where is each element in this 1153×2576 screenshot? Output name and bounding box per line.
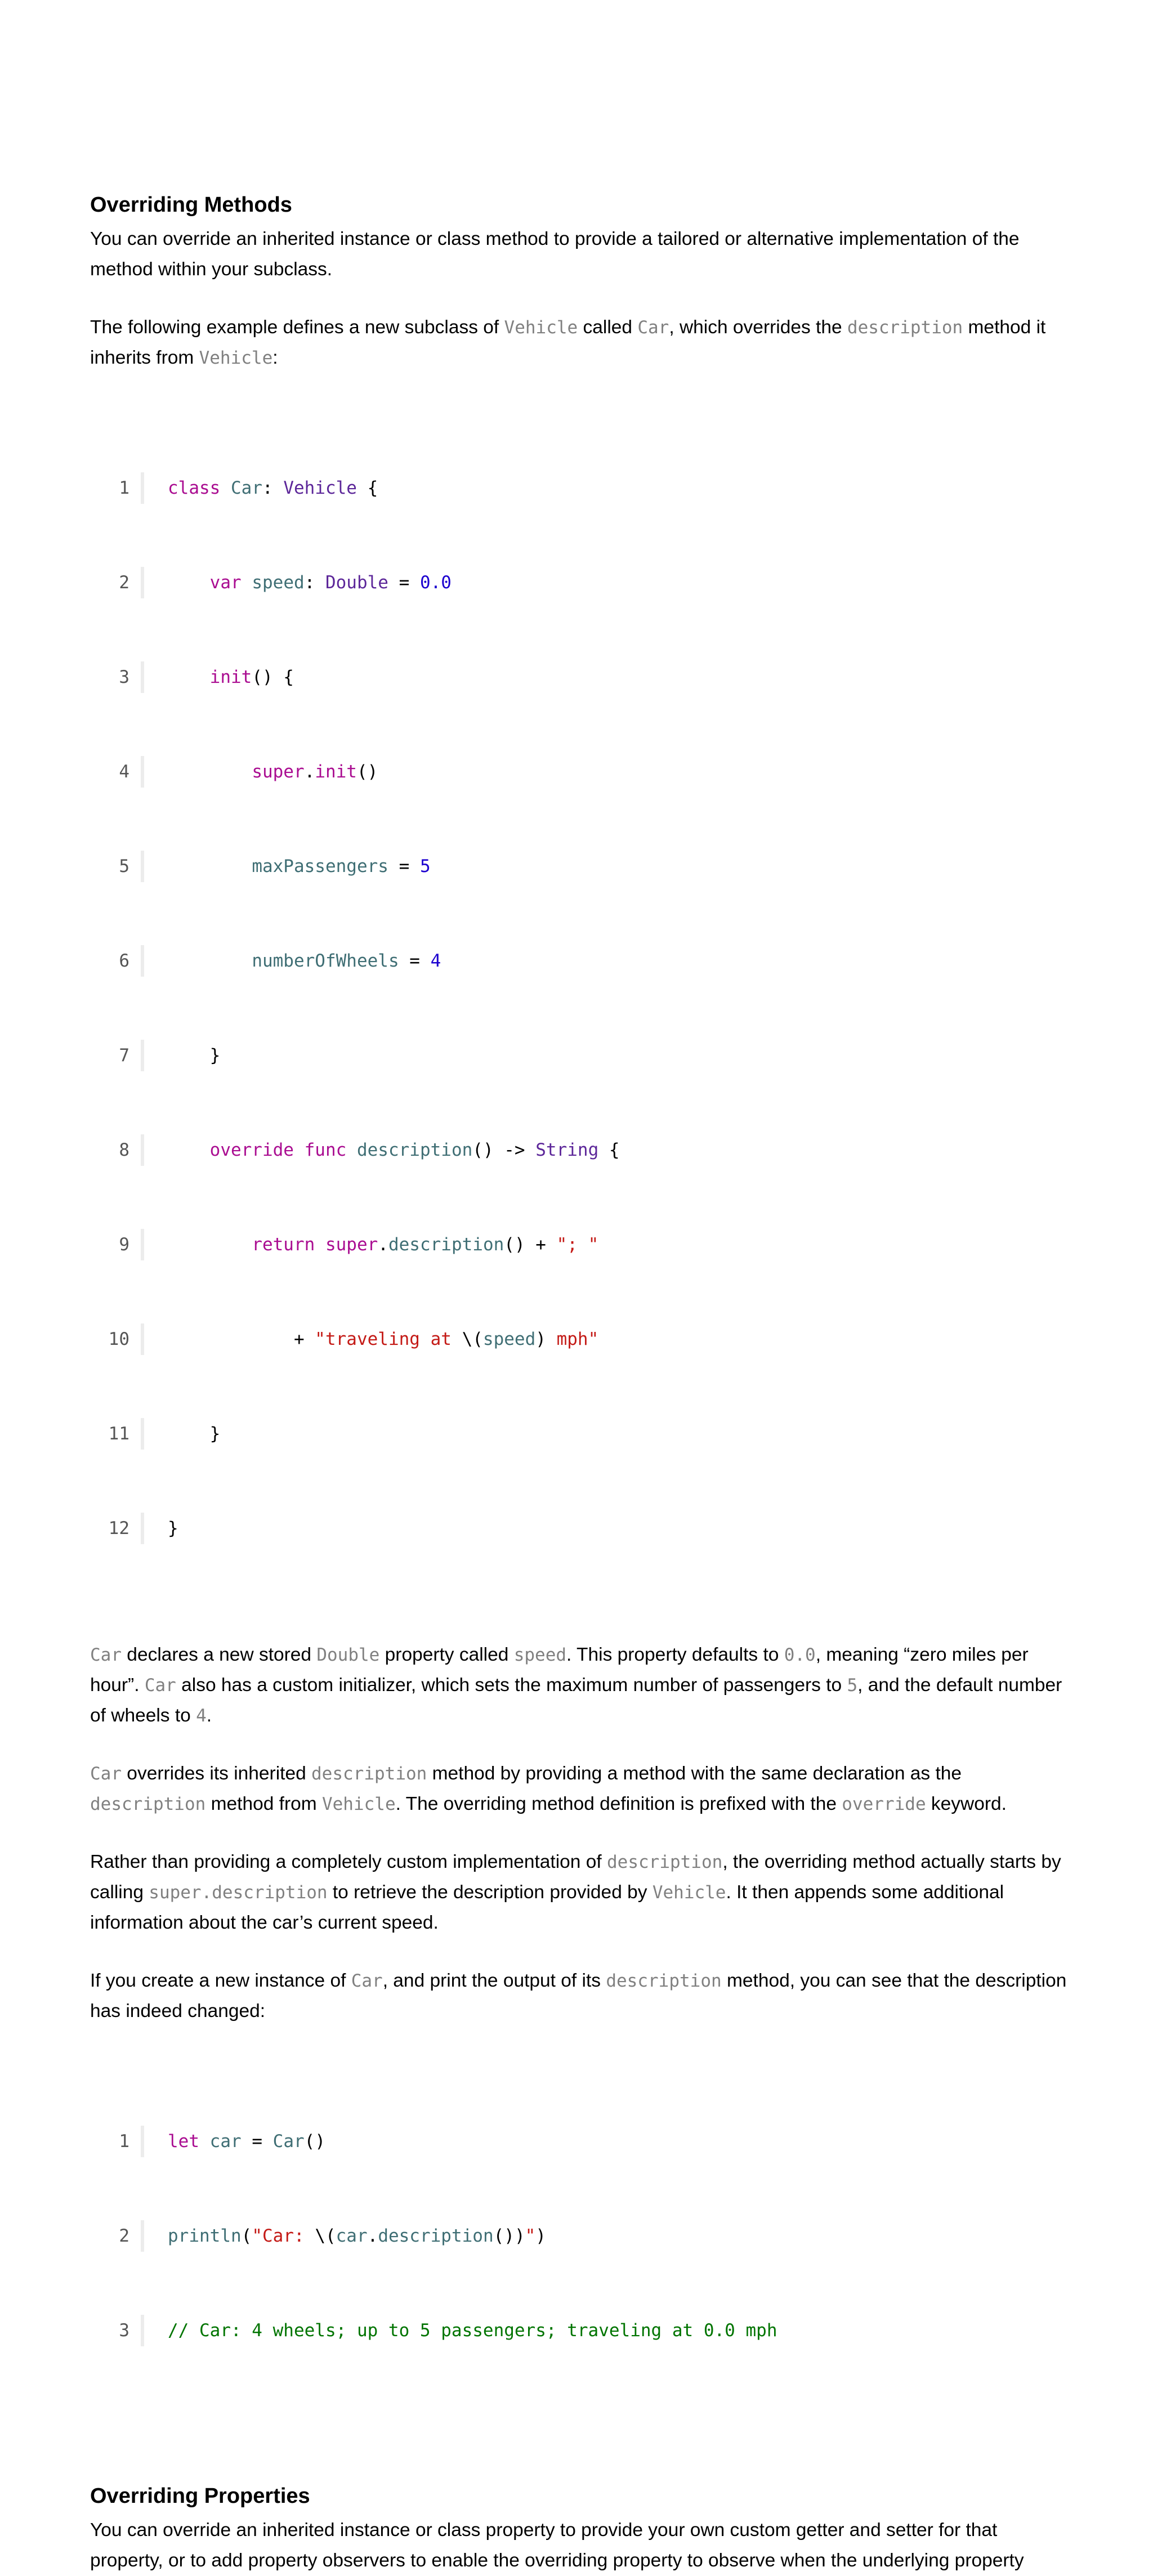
code-block-car-class: [98, 409, 1070, 1607]
code-token: "; ": [556, 1235, 599, 1255]
code-line: [98, 851, 1070, 882]
code-token: [242, 567, 252, 598]
code-gutter: [141, 567, 144, 598]
line-number: 8: [119, 1140, 129, 1160]
code-token: }: [168, 1518, 178, 1539]
code-token: return: [252, 1235, 315, 1255]
code-token: ): [535, 1329, 546, 1349]
code-token: init: [315, 762, 357, 782]
code-line: [98, 2220, 1070, 2252]
code-token: speed: [252, 573, 305, 593]
inline-code: Car: [90, 1764, 122, 1784]
code-gutter: [141, 1134, 144, 1166]
inline-code: Vehicle: [504, 317, 578, 338]
content-column: [90, 189, 1070, 2576]
code-line: [98, 945, 1070, 977]
text-run: .: [206, 1705, 212, 1726]
paragraph-car-overrides: [90, 1759, 1070, 1819]
code-gutter: [141, 1229, 144, 1260]
code-gutter: [141, 472, 144, 504]
code-line: [98, 2315, 1070, 2346]
line-number: 4: [119, 762, 129, 782]
inline-code: super.description: [149, 1882, 328, 1903]
code-token: .: [304, 762, 315, 782]
inline-code: description: [847, 317, 963, 338]
code-token: () ->: [472, 1140, 536, 1160]
line-number: 12: [108, 1518, 129, 1539]
code-line: [98, 567, 1070, 598]
code-gutter: [141, 851, 144, 882]
code-line: [98, 1513, 1070, 1544]
code-token: car: [209, 2131, 242, 2152]
text-run: declares a new stored: [122, 1644, 317, 1665]
code-line: [98, 1323, 1070, 1355]
code-comment: // Car: 4 wheels; up to 5 passengers; traveling at 0.0 mph: [168, 2320, 777, 2341]
code-token: println: [168, 2226, 242, 2246]
text-run: , the overriding method actually starts by calling: [90, 1852, 1061, 1903]
code-token: Vehicle: [283, 478, 357, 498]
code-token: }: [168, 1045, 221, 1066]
text-run: The following example defines a new subclass of: [90, 317, 504, 338]
code-token: :: [304, 573, 325, 593]
code-token: ): [535, 2226, 546, 2246]
code-line: [98, 1229, 1070, 1260]
inline-code: Car: [637, 317, 669, 338]
code-token: super: [325, 1235, 378, 1255]
text-run: . This property defaults to: [566, 1644, 784, 1665]
code-gutter: [141, 1513, 144, 1544]
code-token: [168, 756, 252, 788]
text-run: method, you can see that the description has indeed changed:: [90, 1970, 1067, 2022]
text-run: called: [578, 317, 638, 338]
code-gutter: [141, 1418, 144, 1450]
inline-code: override: [842, 1794, 926, 1814]
code-token: \(: [462, 1329, 483, 1349]
code-token: [168, 567, 210, 598]
paragraph-new-instance: [90, 1966, 1070, 2027]
inline-code: Car: [144, 1675, 176, 1696]
inline-code: description: [606, 1971, 722, 1991]
line-number: 10: [108, 1329, 129, 1349]
text-run: :: [272, 347, 278, 368]
code-token: description: [356, 1140, 473, 1160]
code-token: ": [525, 2226, 536, 2246]
text-run: overrides its inherited: [122, 1763, 312, 1784]
paragraph-properties-intro: You can override an inherited instance or class property to provide your own custom getter and setter for that property, or to add property observers to enable the overriding property to observe when the underlying property: [90, 2520, 1024, 2571]
inline-code: description: [607, 1852, 723, 1872]
paragraph-rather-than: [90, 1847, 1070, 1938]
code-line: [98, 1418, 1070, 1450]
code-token: Car: [231, 478, 262, 498]
paragraph-car-declares: [90, 1640, 1070, 1731]
code-gutter: [141, 945, 144, 977]
text-run: , which overrides the: [669, 317, 847, 338]
code-token: description: [388, 1235, 504, 1255]
code-line: [98, 472, 1070, 504]
code-token: [168, 1229, 252, 1260]
inline-code: description: [90, 1794, 206, 1814]
text-run: method it inherits from: [90, 317, 1046, 368]
code-token: =: [388, 573, 420, 593]
line-number: 2: [119, 573, 129, 593]
inline-code: Vehicle: [652, 1882, 726, 1903]
text-run: . It then appends some additional information about the car’s current speed.: [90, 1882, 1004, 1933]
line-number: 2: [119, 2226, 129, 2246]
code-token: init: [209, 667, 252, 687]
code-token: :: [262, 478, 284, 498]
inline-code: Vehicle: [321, 1794, 396, 1814]
code-token: [168, 661, 210, 693]
code-token: {: [356, 478, 378, 498]
line-number: 3: [119, 2320, 129, 2341]
text-run: also has a custom initializer, which sets the maximum number of passengers to: [176, 1675, 847, 1696]
code-token: description: [378, 2226, 494, 2246]
paragraph-example-intro: [90, 312, 1070, 373]
code-token: [346, 1134, 357, 1166]
text-run: , and print the output of its: [382, 1970, 606, 1991]
line-number: 3: [119, 667, 129, 687]
code-token: (): [304, 2131, 325, 2152]
code-gutter: [141, 1323, 144, 1355]
code-token: \(: [315, 2226, 336, 2246]
code-gutter: [141, 2126, 144, 2157]
text-run: . The overriding method definition is prefixed with the: [395, 1794, 842, 1814]
code-token: car: [336, 2226, 368, 2246]
code-token: (: [241, 2226, 252, 2246]
text-run: If you create a new instance of: [90, 1970, 351, 1991]
text-run: Rather than providing a completely custom implementation of: [90, 1852, 607, 1872]
code-token: mph": [546, 1329, 599, 1349]
code-gutter: [141, 1040, 144, 1071]
code-block-car-usage: [98, 2063, 1070, 2409]
code-line: [98, 661, 1070, 693]
code-token: =: [241, 2131, 273, 2152]
code-gutter: [141, 2220, 144, 2252]
code-token: class: [168, 478, 221, 498]
text-run: to retrieve the description provided by: [327, 1882, 653, 1903]
line-number: 5: [119, 856, 129, 876]
text-run: , and the default number of wheels to: [90, 1675, 1062, 1726]
inline-code: speed: [513, 1645, 567, 1665]
line-number: 7: [119, 1045, 129, 1066]
code-token: [168, 1134, 210, 1166]
code-token: {: [598, 1140, 620, 1160]
inline-code: Car: [90, 1645, 122, 1665]
line-number: 9: [119, 1235, 129, 1255]
inline-code: Double: [316, 1645, 380, 1665]
paragraph-intro: You can override an inherited instance or class method to provide a tailored or alternative implementation of the method within your subclass.: [90, 229, 1020, 280]
code-token: 0.0: [419, 573, 452, 593]
code-token: let: [168, 2131, 199, 2152]
code-line: [98, 1134, 1070, 1166]
inline-code: Vehicle: [199, 348, 273, 368]
code-token: =: [399, 951, 431, 971]
code-token: .: [367, 2226, 378, 2246]
code-token: [294, 1134, 305, 1166]
code-token: "traveling at: [315, 1329, 462, 1349]
inline-code: Car: [351, 1971, 383, 1991]
code-token: [315, 1229, 325, 1260]
code-token: String: [535, 1140, 599, 1160]
line-number: 11: [108, 1424, 129, 1444]
code-gutter: [141, 2315, 144, 2346]
code-token: maxPassengers: [252, 856, 388, 876]
code-token: override: [209, 1140, 294, 1160]
line-number: 6: [119, 951, 129, 971]
code-token: numberOfWheels: [252, 951, 399, 971]
text-run: method from: [205, 1794, 322, 1814]
code-token: "Car:: [252, 2226, 315, 2246]
inline-code: 5: [847, 1675, 858, 1696]
text-run: property called: [379, 1644, 514, 1665]
code-token: 4: [430, 951, 441, 971]
code-token: }: [168, 1424, 221, 1444]
inline-code: 0.0: [784, 1645, 816, 1665]
code-token: speed: [482, 1329, 536, 1349]
section-heading-overriding-methods: Overriding Methods: [90, 193, 292, 217]
code-token: () +: [504, 1235, 557, 1255]
code-line: [98, 2126, 1070, 2157]
code-token: Double: [325, 573, 388, 593]
code-gutter: [141, 661, 144, 693]
inline-code: description: [311, 1764, 427, 1784]
code-token: Car: [272, 2131, 305, 2152]
code-token: () {: [252, 667, 294, 687]
code-gutter: [141, 756, 144, 788]
code-line: [98, 1040, 1070, 1071]
code-token: 5: [419, 856, 431, 876]
code-token: =: [388, 856, 420, 876]
code-token: (): [356, 762, 378, 782]
code-token: func: [304, 1140, 347, 1160]
code-token: ()): [493, 2226, 525, 2246]
line-number: 1: [119, 2131, 129, 2152]
code-token: var: [209, 573, 242, 593]
code-token: +: [168, 1329, 315, 1349]
code-token: [220, 472, 231, 504]
code-token: super: [252, 762, 305, 782]
inline-code: 4: [196, 1706, 207, 1726]
text-run: method by providing a method with the same declaration as the: [427, 1763, 962, 1784]
text-run: keyword.: [926, 1794, 1007, 1814]
section-heading-overriding-properties: Overriding Properties: [90, 2484, 310, 2508]
code-token: [199, 2126, 210, 2157]
code-token: [168, 945, 252, 977]
text-run: , meaning “zero miles per hour”.: [90, 1644, 1029, 1696]
code-token: .: [378, 1235, 388, 1255]
code-line: [98, 756, 1070, 788]
line-number: 1: [119, 478, 129, 498]
code-token: [168, 851, 252, 882]
